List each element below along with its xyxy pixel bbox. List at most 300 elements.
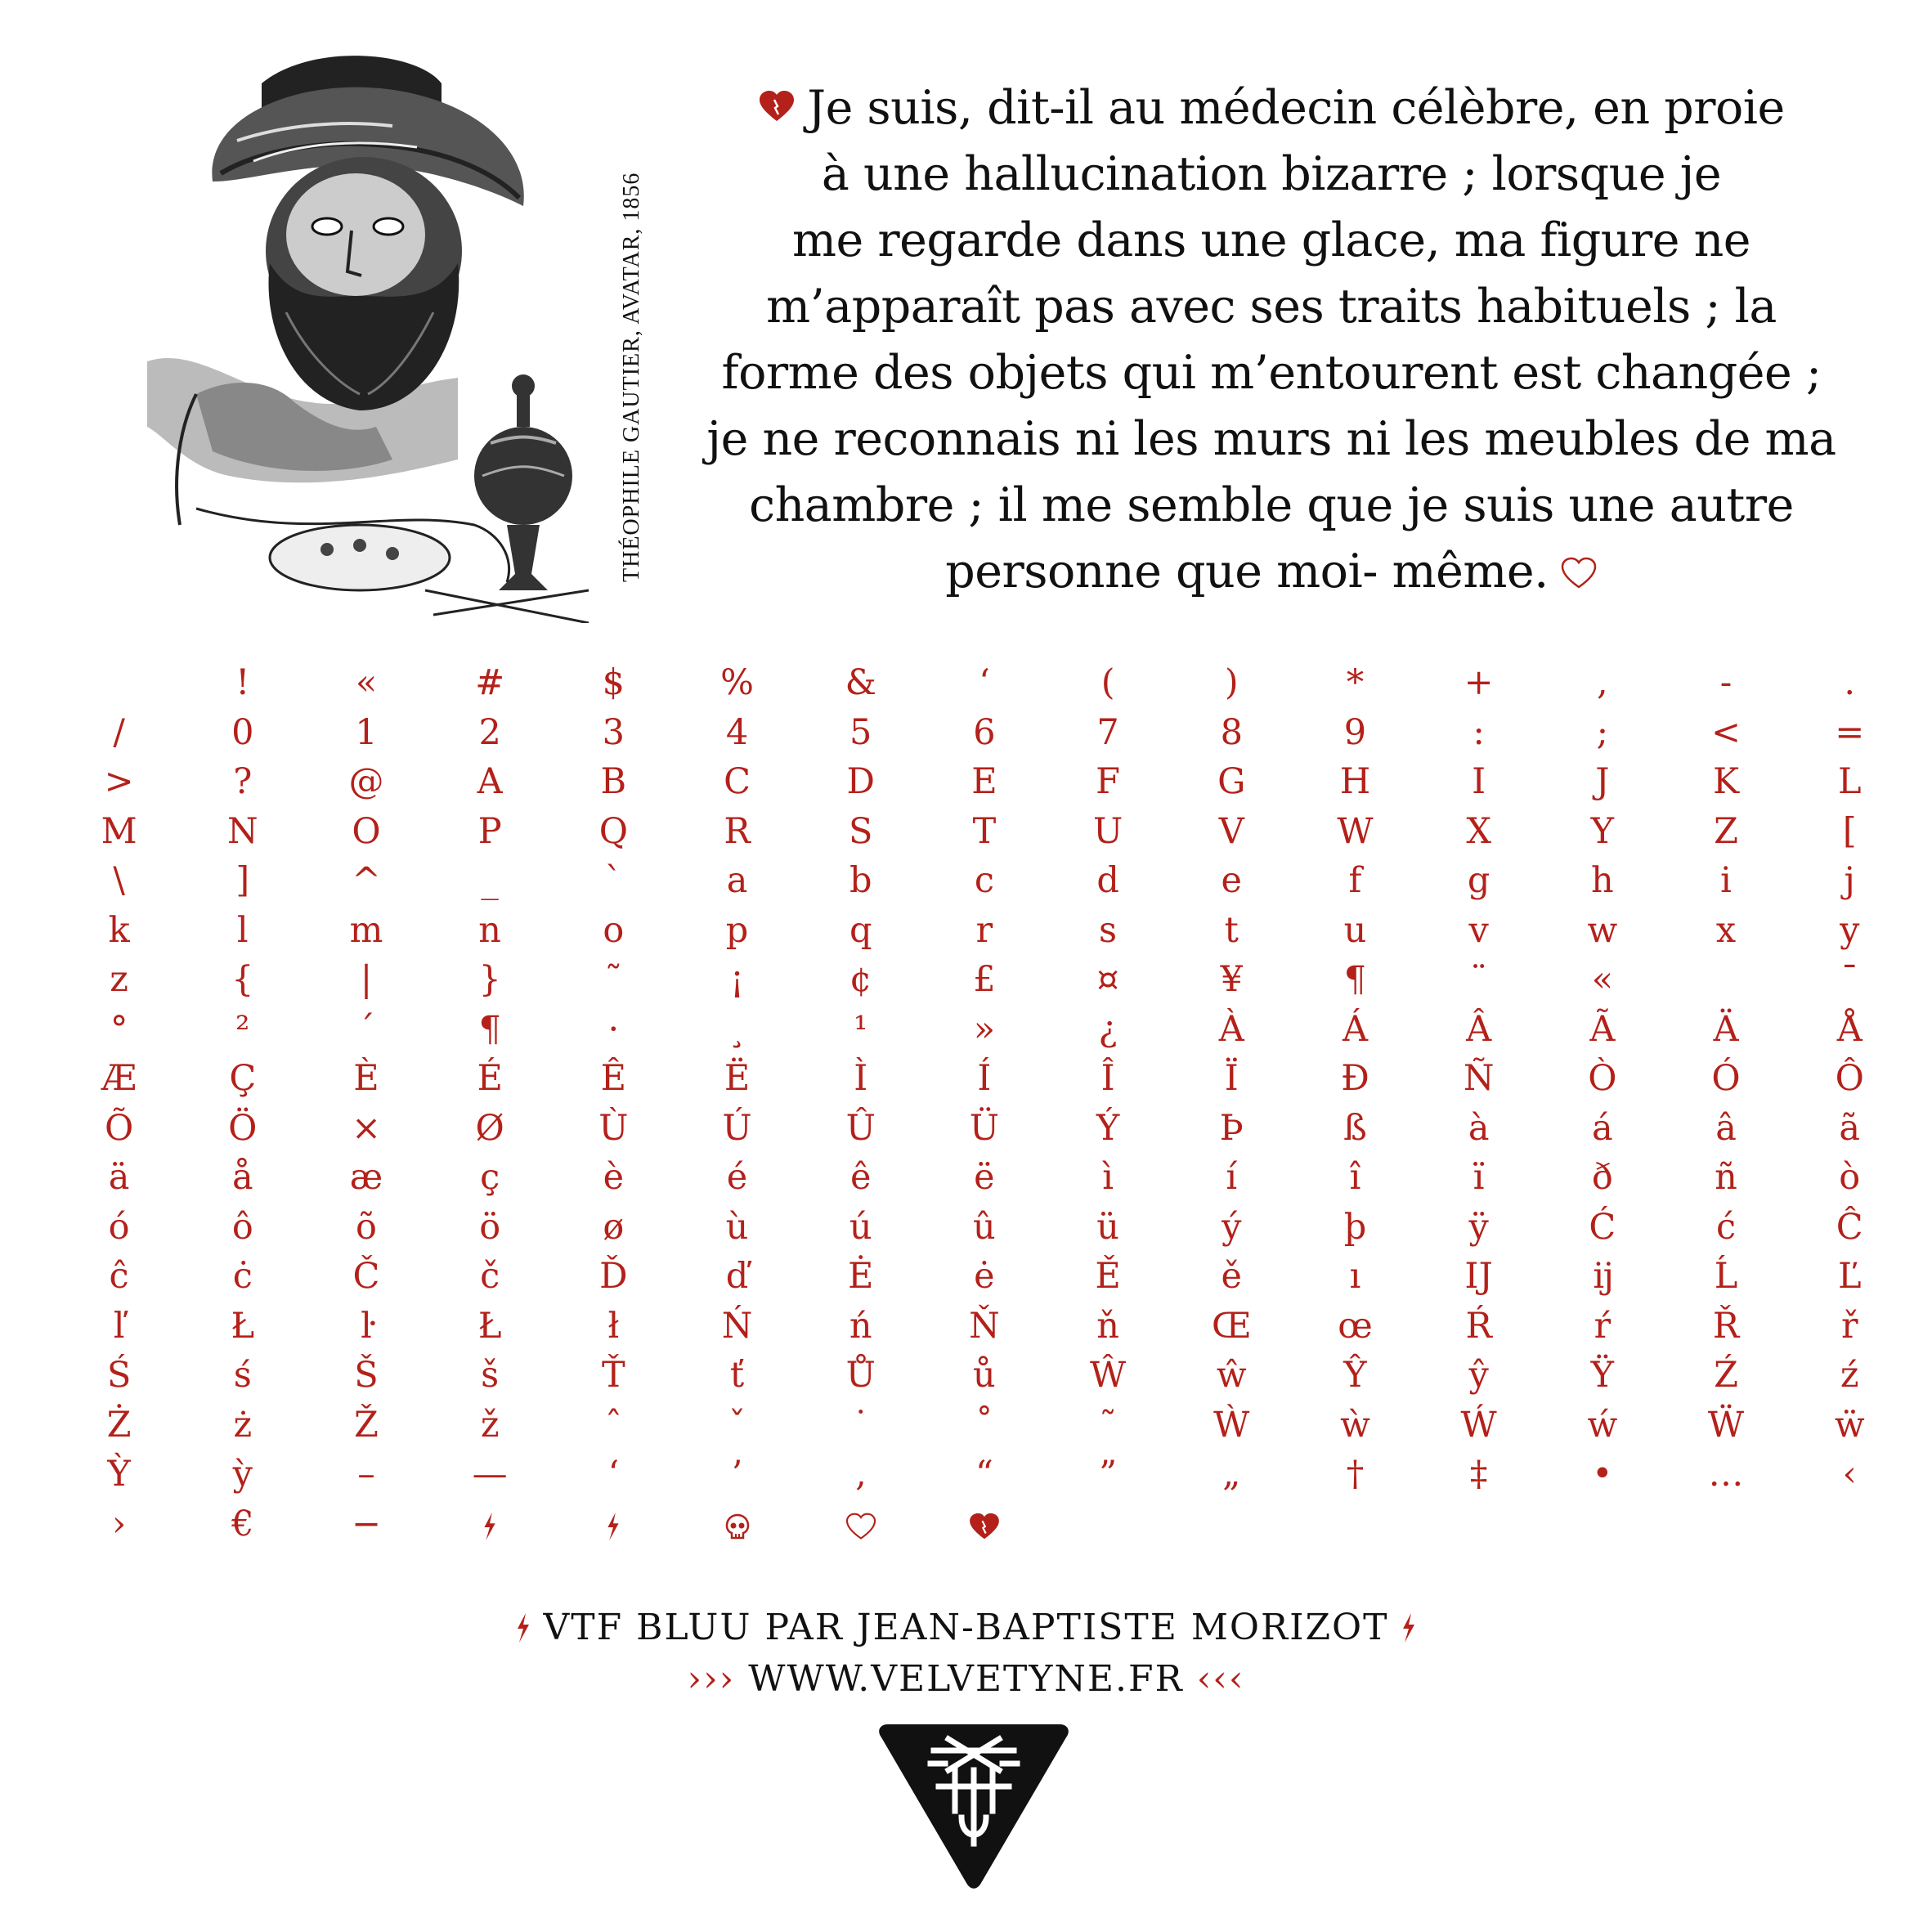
glyph-cell: Ç [229, 1058, 257, 1099]
glyph-cell: É [477, 1058, 503, 1099]
glyph-cell: À [1218, 1008, 1244, 1050]
glyph-cell: ž [480, 1404, 500, 1446]
glyph-row [57, 1351, 1859, 1401]
footer-credit [0, 1607, 1932, 1648]
glyph-cell: Ì [854, 1058, 868, 1099]
glyph-cell: 9 [1343, 711, 1367, 753]
footer-arrows-right: ‹‹‹ [1196, 1658, 1245, 1700]
glyph-cell: ¶ [1343, 959, 1367, 1000]
glyph-cell: n [478, 909, 501, 951]
glyph-cell: á [1592, 1107, 1613, 1149]
glyph-cell: Ů [845, 1355, 876, 1396]
glyph-cell: p [725, 909, 749, 951]
glyph-cell: x [1715, 909, 1737, 951]
glyph-cell: y [1840, 909, 1860, 951]
glyph-cell: Ö [228, 1107, 258, 1149]
glyph-cell: [ [1842, 810, 1857, 852]
glyph-cell: w [1587, 909, 1618, 951]
glyph-cell: K [1712, 761, 1740, 802]
glyph-cell: Ê [600, 1058, 627, 1099]
glyph-cell: S [848, 810, 873, 852]
glyph-cell: H [1339, 761, 1371, 802]
glyph-cell [1788, 1499, 1912, 1549]
glyph-cell: ı [1349, 1256, 1361, 1297]
glyph-cell: / [113, 711, 125, 753]
glyph-cell: í [1226, 1157, 1238, 1198]
glyph-cell: I [1472, 761, 1486, 802]
glyph-cell: Ã [1589, 1008, 1616, 1050]
glyph-cell: ø [603, 1206, 625, 1248]
glyph-cell: ; [1596, 711, 1609, 753]
glyph-cell: _ [481, 860, 499, 901]
glyph-cell: Ẃ [1460, 1404, 1497, 1446]
velvetyne-triangle-logo [876, 1721, 1071, 1893]
glyph-cell: ź [1840, 1355, 1859, 1396]
glyph-cell: þ [1343, 1206, 1367, 1248]
glyph-cell: 7 [1096, 711, 1119, 753]
glyph-cell: ĉ [109, 1256, 129, 1297]
glyph-cell: ° [110, 1008, 128, 1050]
glyph-cell: ė [974, 1256, 995, 1297]
glyph-cell: F [1096, 761, 1121, 802]
glyph-cell: f [1348, 860, 1362, 901]
glyph-cell: O [352, 810, 381, 852]
glyph-cell: e [1221, 860, 1242, 901]
glyph-cell: é [726, 1157, 748, 1198]
glyph-cell: ( [1100, 662, 1115, 703]
glyph-cell: Ĳ [1464, 1256, 1493, 1297]
glyph-cell: Ŵ [1089, 1355, 1127, 1396]
glyph-cell: * [1346, 662, 1365, 703]
glyph-cell: @ [348, 761, 384, 802]
glyph-cell: ô [231, 1206, 253, 1248]
glyph-cell: û [973, 1206, 996, 1248]
glyph-cell: . [1844, 662, 1856, 703]
glyph-cell: , [1597, 662, 1608, 703]
glyph-cell: ¹ [854, 1008, 868, 1050]
quote-paragraph [679, 75, 1864, 605]
glyph-cell: % [720, 662, 754, 703]
glyph-cell: ẃ [1587, 1404, 1618, 1446]
glyph-cell: œ [1338, 1305, 1373, 1347]
glyph-cell: ń [849, 1305, 872, 1347]
glyph-cell: ¢ [849, 959, 872, 1000]
quote-line-3: me regarde dans une glace, ma figure ne [791, 213, 1751, 267]
glyph-cell: ¤ [1096, 959, 1119, 1000]
glyph-cell: Š [354, 1355, 379, 1396]
glyph-row [57, 1499, 1856, 1549]
glyph-cell: å [231, 1157, 253, 1198]
glyph-cell: i [1720, 860, 1732, 901]
glyph-cell: r [975, 909, 993, 951]
glyph-row [57, 757, 1862, 807]
glyph-cell [1664, 1499, 1787, 1549]
glyph-cell: ľ [113, 1305, 125, 1347]
glyph-row [57, 906, 1860, 956]
footer-credit-text: VTF BLUU PAR JEAN-BAPTISTE MORIZOT [543, 1607, 1389, 1648]
glyph-cell: Ť [602, 1355, 625, 1396]
glyph-cell [1293, 1499, 1417, 1549]
glyph-cell: ö [479, 1206, 501, 1248]
glyph-cell: k [108, 909, 130, 951]
glyph-cell: R [724, 810, 751, 852]
glyph-cell: T [972, 810, 997, 852]
glyph-cell: ŕ [1594, 1305, 1611, 1347]
glyph-row [57, 1252, 1862, 1302]
glyph-cell: Ź [1714, 1355, 1738, 1396]
glyph-cell [1417, 1499, 1540, 1549]
glyph-cell: Ï [1224, 1058, 1239, 1099]
glyph-cell: Ň [969, 1305, 1000, 1347]
glyph-cell [1170, 1499, 1293, 1549]
glyph-cell: Ė [848, 1256, 874, 1297]
glyph-row [57, 856, 1856, 906]
glyph-cell: ˇ [728, 1404, 746, 1446]
glyph-cell: a [726, 860, 748, 901]
glyph-cell: ì [1102, 1157, 1114, 1198]
glyph-cell: ď [725, 1256, 749, 1297]
glyph-row [57, 1005, 1863, 1055]
glyph-cell: › [111, 1503, 127, 1544]
glyph-cell: Æ [101, 1058, 137, 1099]
glyph-cell: Î [1100, 1058, 1115, 1099]
glyph-cell: Ž [354, 1404, 379, 1446]
glyph-cell: h [1590, 860, 1614, 901]
glyph-cell: ě [1221, 1256, 1242, 1297]
glyph-cell: „ [1222, 1454, 1241, 1495]
glyph-cell: ˚ [975, 1404, 993, 1446]
glyph-cell: Ù [598, 1107, 629, 1149]
glyph-cell: Č [352, 1256, 380, 1297]
glyph-cell: ó [108, 1206, 130, 1248]
glyph-cell: Ď [599, 1256, 628, 1297]
glyph-cell: × [351, 1107, 381, 1149]
glyph-cell: Ë [724, 1058, 751, 1099]
website-link[interactable]: WWW.VELVETYNE.FR [748, 1658, 1184, 1700]
lightning-bolt-icon [514, 1613, 532, 1643]
glyph-cell: â [1715, 1107, 1737, 1149]
glyph-cell: \ [113, 860, 125, 901]
glyph-cell: ‘ [607, 1454, 620, 1495]
glyph-cell [1047, 1499, 1170, 1549]
glyph-cell: È [353, 1058, 379, 1099]
quote-line-5: forme des objets qui m’entourent est changée ; [721, 346, 1822, 400]
glyph-cell: Â [1466, 1008, 1492, 1050]
glyph-cell: ^ [351, 860, 381, 901]
glyph-cell: Þ [1219, 1107, 1244, 1149]
lightning-bolt-icon [481, 1513, 499, 1540]
quote-line-7: chambre ; il me semble que je suis une autre [749, 478, 1794, 532]
glyph-cell: ã [1839, 1107, 1861, 1149]
glyph-cell: q [849, 909, 872, 951]
glyph-cell: € [231, 1503, 254, 1544]
glyph-cell [552, 1499, 675, 1549]
glyph-cell: ż [233, 1404, 253, 1446]
glyph-cell: ť [729, 1355, 745, 1396]
glyph-cell: · [607, 1008, 620, 1050]
glyph-row [57, 1153, 1861, 1203]
glyph-cell: ś [233, 1355, 252, 1396]
glyph-cell: … [1708, 1454, 1744, 1495]
glyph-cell: è [603, 1157, 625, 1198]
glyph-cell: ň [1096, 1305, 1119, 1347]
glyph-cell: > [104, 761, 134, 802]
outline-heart-icon [1560, 557, 1598, 589]
glyph-row [57, 1104, 1861, 1154]
glyph-row [57, 1401, 1865, 1450]
glyph-cell: Ð [1341, 1058, 1369, 1099]
glyph-cell [675, 1499, 799, 1549]
glyph-cell: ‡ [1469, 1454, 1488, 1495]
glyph-cell: ˜ [1099, 1404, 1117, 1446]
glyph-row [57, 708, 1865, 758]
glyph-cell: Ł [231, 1305, 255, 1347]
glyph-cell: ĳ [1593, 1256, 1612, 1297]
glyph-cell: D [846, 761, 875, 802]
glyph-cell: ß [1343, 1107, 1367, 1149]
glyph-cell: ř [1840, 1305, 1858, 1347]
glyph-cell: – [357, 1454, 375, 1495]
glyph-cell: Ø [475, 1107, 504, 1149]
glyph-cell [1540, 1499, 1664, 1549]
glyph-cell: ] [235, 860, 250, 901]
glyph-cell: Ü [969, 1107, 1000, 1149]
glyph-cell: ŀ [361, 1305, 372, 1347]
glyph-cell [57, 658, 181, 708]
glyph-cell: Ě [1095, 1256, 1121, 1297]
glyph-cell: o [603, 909, 625, 951]
glyph-cell: + [1464, 662, 1494, 703]
glyph-cell: ˜ [604, 959, 623, 1000]
glyph-cell: X [1466, 810, 1491, 852]
glyph-cell: « [355, 662, 378, 703]
glyph-cell: Ò [1588, 1058, 1617, 1099]
glyph-cell: b [849, 860, 872, 901]
glyph-cell: s [1099, 909, 1118, 951]
glyph-cell: z [110, 959, 128, 1000]
glyph-cell: Ẅ [1707, 1404, 1745, 1446]
quote-line-2: à une hallucination bizarre ; lorsque je [821, 147, 1722, 201]
glyph-cell: Ł [477, 1305, 502, 1347]
glyph-cell: < [1711, 711, 1741, 753]
glyph-cell: ü [1096, 1206, 1119, 1248]
glyph-cell: ŵ [1216, 1355, 1247, 1396]
quote-line-1-text: Je suis, dit-il au médecin célèbre, en proie [807, 81, 1785, 135]
glyph-cell: Œ [1211, 1305, 1252, 1347]
glyph-row [57, 1203, 1863, 1253]
glyph-cell: 1 [355, 711, 378, 753]
glyph-cell: æ [349, 1157, 383, 1198]
glyph-cell: Ä [1713, 1008, 1739, 1050]
glyph-cell: ċ [232, 1256, 253, 1297]
skull-icon [725, 1513, 750, 1540]
glyph-cell: ẁ [1340, 1404, 1370, 1446]
quote-line-4: m’apparaît pas avec ses traits habituels ; la [766, 280, 1777, 334]
glyph-cell: Y [1590, 810, 1615, 852]
glyph-cell: ´ [357, 1008, 375, 1050]
glyph-cell: Z [1714, 810, 1738, 852]
quote-line-8 [679, 539, 1864, 605]
lightning-bolt-icon [604, 1513, 622, 1540]
glyph-cell: = [1835, 711, 1865, 753]
glyph-cell: Ľ [1837, 1256, 1862, 1297]
glyph-cell: Å [1836, 1008, 1863, 1050]
glyph-cell: g [1467, 860, 1490, 901]
glyph-cell: ł [607, 1305, 620, 1347]
glyph-cell: ò [1839, 1157, 1861, 1198]
glyph-cell: l [236, 909, 249, 951]
glyph-row [57, 658, 1856, 708]
glyph-cell: − [351, 1503, 381, 1544]
glyph-cell: ¿ [1098, 1008, 1118, 1050]
glyph-cell: B [600, 761, 627, 802]
glyph-cell: ¸ [728, 1008, 746, 1050]
glyph-cell: ð [1591, 1157, 1613, 1198]
glyph-cell: J [1595, 761, 1610, 802]
glyph-cell: ¨ [1469, 959, 1488, 1000]
glyph-cell: | [360, 959, 373, 1000]
glyph-cell: ç [480, 1157, 500, 1198]
glyph-cell: » [973, 1008, 996, 1050]
glyph-cell: Ú [722, 1107, 752, 1149]
portrait-illustration [147, 51, 601, 623]
glyph-cell: c [974, 860, 994, 901]
glyph-cell: ? [233, 761, 253, 802]
glyph-cell [1664, 955, 1787, 1005]
glyph-cell: { [231, 959, 254, 1000]
glyph-cell: t [1224, 909, 1239, 951]
glyph-cell: Ĉ [1836, 1206, 1863, 1248]
glyph-cell: Ỳ [107, 1454, 131, 1495]
glyph-cell: m [349, 909, 383, 951]
glyph-cell: Í [977, 1058, 992, 1099]
quote-line-1 [679, 75, 1864, 141]
glyph-cell: Ż [106, 1404, 132, 1446]
glyph-cell: Q [598, 810, 628, 852]
glyph-cell: š [481, 1355, 500, 1396]
glyph-cell: £ [973, 959, 996, 1000]
glyph-cell: ù [725, 1206, 749, 1248]
glyph-cell: 2 [478, 711, 501, 753]
glyph-cell: ÿ [1468, 1206, 1489, 1248]
glyph-cell: V [1218, 810, 1244, 852]
glyph-character-set [57, 658, 1865, 1549]
glyph-cell: ë [974, 1157, 995, 1198]
glyph-cell: } [478, 959, 501, 1000]
glyph-cell: ỳ [232, 1454, 253, 1495]
glyph-cell: ẅ [1834, 1404, 1865, 1446]
glyph-cell: Ó [1711, 1058, 1741, 1099]
glyph-cell: & [845, 662, 876, 703]
glyph-cell: ů [973, 1355, 996, 1396]
glyph-cell: Ć [1589, 1206, 1616, 1248]
glyph-cell: Ĺ [1714, 1256, 1738, 1297]
glyph-cell: 3 [602, 711, 625, 753]
glyph-cell: Û [845, 1107, 876, 1149]
glyph-cell: 5 [849, 711, 872, 753]
glyph-cell: õ [356, 1206, 377, 1248]
glyph-cell: ¡ [729, 959, 745, 1000]
lightning-bolt-icon [1400, 1613, 1418, 1643]
glyph-cell: G [1217, 761, 1246, 802]
glyph-cell: ˆ [604, 1404, 623, 1446]
glyph-cell: L [1837, 761, 1862, 802]
glyph-cell: W [1337, 810, 1374, 852]
glyph-cell: Á [1342, 1008, 1368, 1050]
glyph-cell: Ń [721, 1305, 753, 1347]
glyph-cell: ’ [731, 1454, 743, 1495]
glyph-cell: ý [1222, 1206, 1242, 1248]
quote-line-8-text: personne que moi- même. [945, 545, 1549, 598]
glyph-cell: # [475, 662, 505, 703]
glyph-cell [922, 1499, 1046, 1549]
glyph-cell [799, 1499, 922, 1549]
glyph-cell: ê [849, 1157, 872, 1198]
glyph-cell: ) [1224, 662, 1239, 703]
glyph-cell: M [101, 810, 137, 852]
glyph-cell: A [477, 761, 503, 802]
glyph-cell: ˙ [851, 1404, 870, 1446]
glyph-cell: 4 [725, 711, 749, 753]
glyph-row [57, 1450, 1856, 1499]
glyph-cell: ” [1099, 1454, 1118, 1495]
glyph-cell: Ŷ [1343, 1355, 1367, 1396]
glyph-cell: 8 [1220, 711, 1243, 753]
glyph-cell: î [1349, 1157, 1361, 1198]
glyph-cell: 0 [231, 711, 254, 753]
glyph-cell: « [1591, 959, 1613, 1000]
glyph-cell: à [1468, 1107, 1490, 1149]
glyph-row [57, 807, 1856, 857]
glyph-cell: ¥ [1220, 959, 1243, 1000]
glyph-cell: j [1844, 860, 1855, 901]
glyph-cell: • [1592, 1454, 1613, 1495]
glyph-cell: v [1468, 909, 1489, 951]
glyph-cell: 6 [973, 711, 996, 753]
glyph-cell: “ [975, 1454, 993, 1495]
glyph-cell: ‘ [979, 662, 990, 703]
glyph-cell: ` [604, 860, 623, 901]
glyph-cell: ć [1715, 1206, 1737, 1248]
filled-heart-icon [758, 90, 796, 123]
footer-arrows-left: ››› [687, 1658, 736, 1700]
glyph-cell: ŷ [1468, 1355, 1489, 1396]
glyph-cell: d [1096, 860, 1119, 901]
glyph-cell: Ô [1835, 1058, 1864, 1099]
glyph-cell: Ŕ [1465, 1305, 1492, 1347]
glyph-cell: C [724, 761, 751, 802]
glyph-cell: u [1343, 909, 1367, 951]
glyph-cell: Ř [1712, 1305, 1740, 1347]
glyph-cell: ¶ [478, 1008, 501, 1050]
glyph-cell: E [971, 761, 997, 802]
outline-heart-icon [845, 1513, 877, 1540]
glyph-cell: Ẁ [1213, 1404, 1250, 1446]
glyph-cell: ² [235, 1008, 250, 1050]
glyph-row [57, 1302, 1856, 1352]
glyph-cell: ! [235, 662, 250, 703]
image-caption: THÉOPHILE GAUTIER, AVATAR, 1856 [619, 172, 644, 582]
filled-heart-icon [968, 1513, 1001, 1540]
glyph-cell: Ý [1096, 1107, 1120, 1149]
glyph-cell: ñ [1715, 1157, 1737, 1198]
glyph-cell: ú [849, 1206, 872, 1248]
glyph-cell: P [477, 810, 502, 852]
glyph-cell: ¯ [1840, 959, 1858, 1000]
glyph-cell: † [1346, 1454, 1365, 1495]
glyph-cell: č [480, 1256, 500, 1297]
glyph-cell: — [472, 1454, 508, 1495]
